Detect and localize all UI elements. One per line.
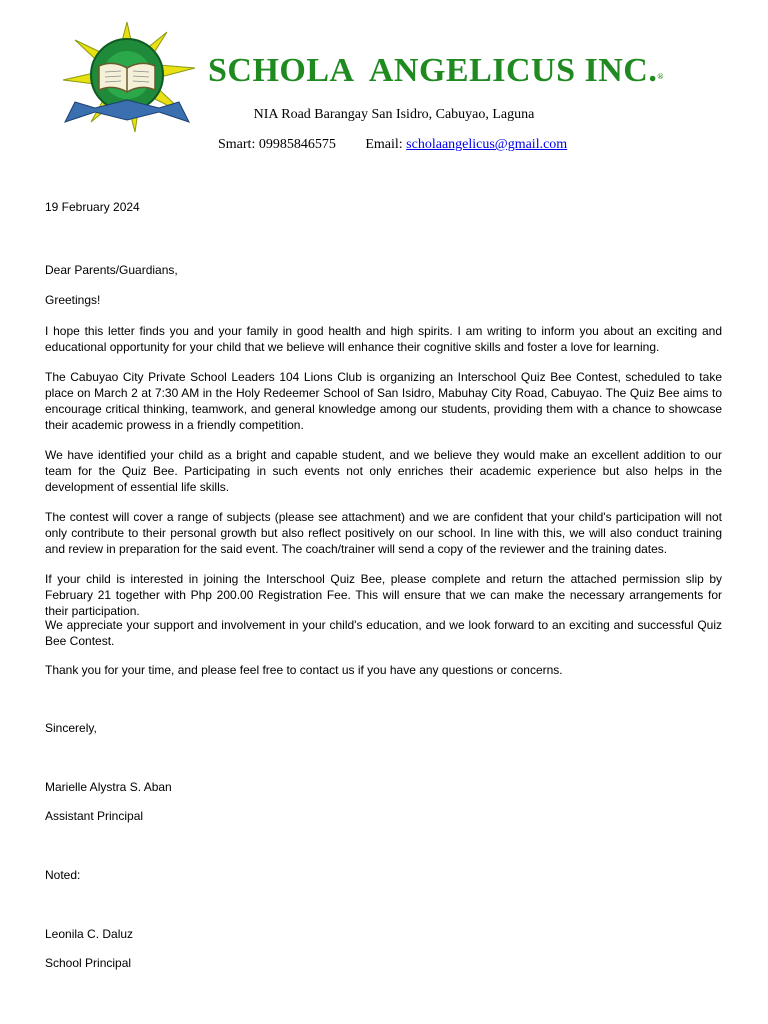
school-name-text: SCHOLA ANGELICUS INC. [208,52,658,89]
registered-trademark-mark: ® [657,72,664,81]
noter-name: Leonila C. Daluz [45,927,134,941]
email-link[interactable]: scholaangelicus@gmail.com [406,137,568,152]
email-label: Email: [365,137,403,152]
smart-number: 09985846575 [258,137,336,152]
paragraph-appreciation: We appreciate your support and involvement in your child's education, and we look forward to an exciting and successful Quiz Bee Contest. [45,618,722,648]
paragraph-permission-slip: If your child is interested in joining the Interschool Quiz Bee, please complete and return the attached permission slip by February 21 together with Php 200.00 Registration Fee. This will ensure that we can make the necessary arrangements for their participation. [45,572,722,618]
contact-line [218,137,567,153]
noted-label: Noted: [45,868,81,882]
paragraph-selection: We have identified your child as a bright and capable student, and we believe they would make an excellent addition to our team for the Quiz Bee. Participating in such events not only enriches their academic experience but also helps in the development of essential life skills. [45,448,722,494]
closing: Sincerely, [45,721,97,735]
paragraph-thanks: Thank you for your time, and please feel free to contact us if you have any questions or concerns. [45,663,563,677]
greeting: Greetings! [45,293,101,307]
salutation: Dear Parents/Guardians, [45,263,178,277]
signatory-title: Assistant Principal [45,809,144,823]
paragraph-contest-details: The Cabuyao City Private School Leaders 104 Lions Club is organizing an Interschool Quiz Bee Contest, scheduled to take place on March 2 at 7:30 AM in the Holy Redeemer School of San Isidro, Mabuhay City Road, Cabuyao. The Quiz Bee aims to encourage critical thinking, teamwork, and general knowledge among our students, providing them with a chance to showcase their academic prowess in a friendly competition. [45,370,722,432]
paragraph-subjects: The contest will cover a range of subjects (please see attachment) and we are confident that your child's participation will not only contribute to their personal growth but also reflect positively on our school. In line with this, we will also conduct training and review in preparation for the said event. The coach/trainer will send a copy of the reviewer and the training dates. [45,510,722,556]
noter-title: School Principal [45,956,132,970]
smart-label: Smart: [218,137,256,152]
school-address: NIA Road Barangay San Isidro, Cabuyao, Laguna [253,107,535,122]
letter-date: 19 February 2024 [45,200,140,214]
signatory-name: Marielle Alystra S. Aban [45,780,172,794]
paragraph-intro: I hope this letter finds you and your family in good health and high spirits. I am writing to inform you about an exciting and educational opportunity for your child that we believe will enhance their cognitive skills and foster a love for learning. [45,324,722,354]
school-name [208,52,664,90]
